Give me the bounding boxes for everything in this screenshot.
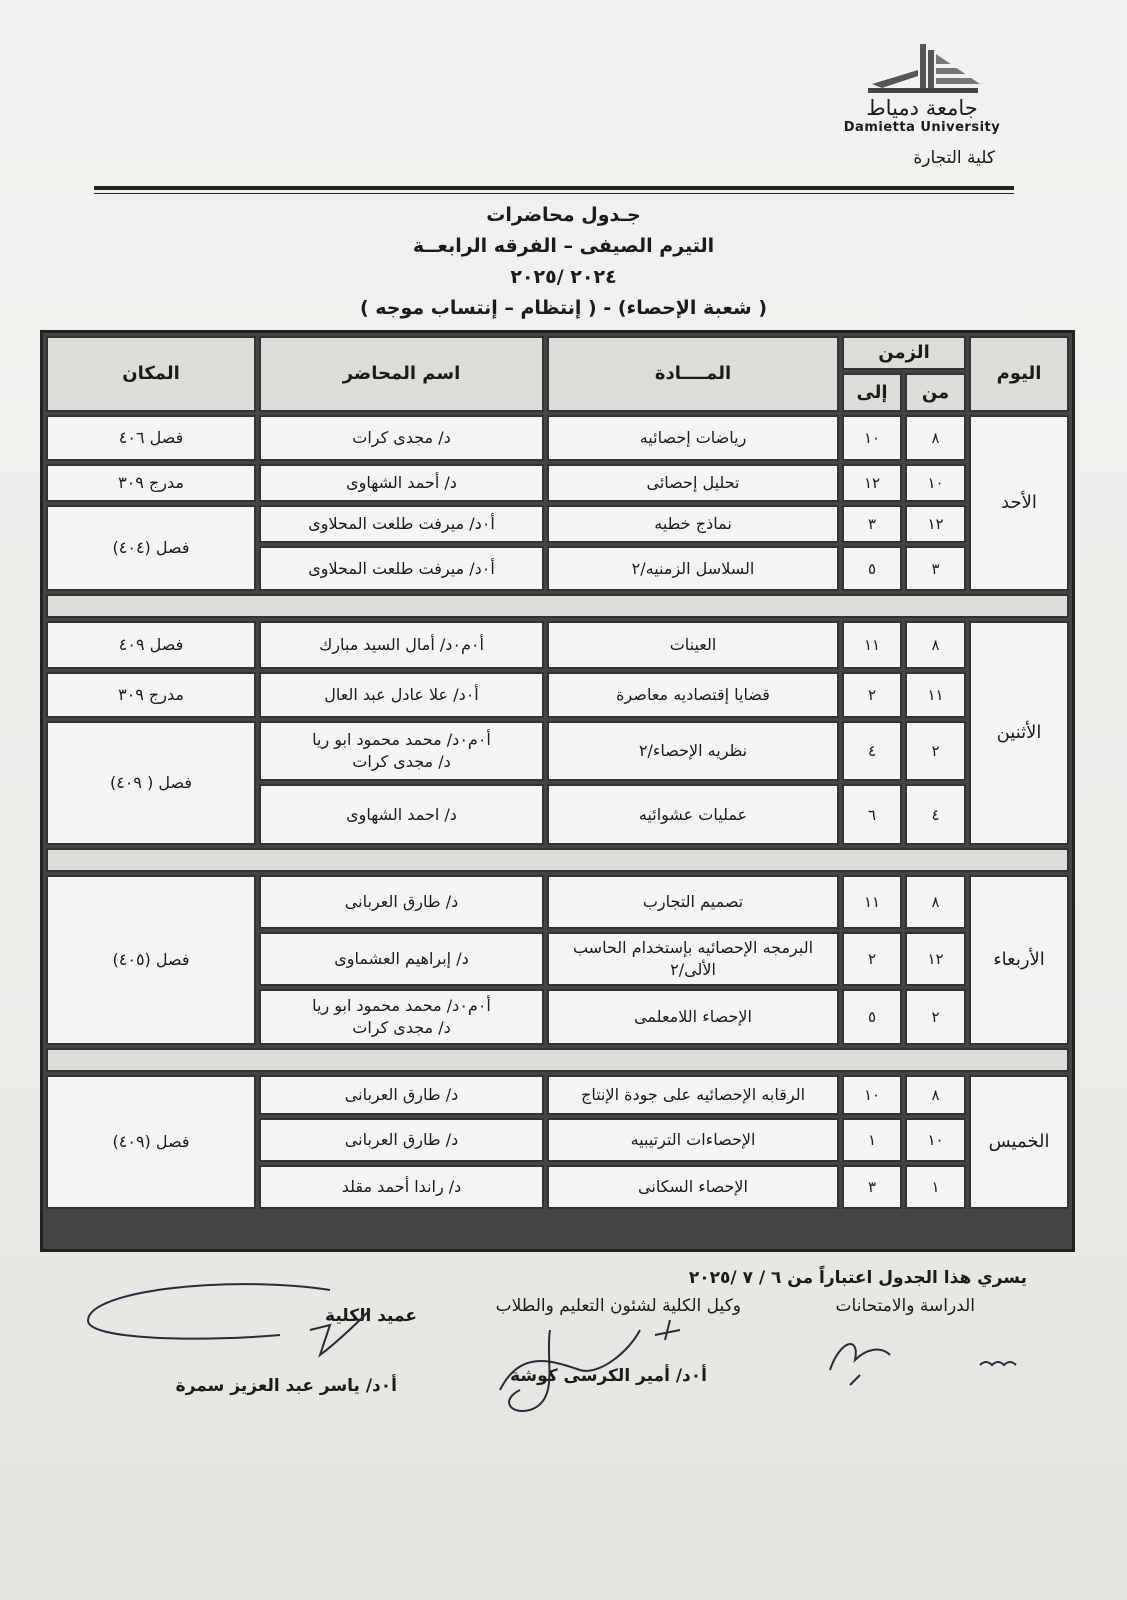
- time-to: ١٠: [842, 1075, 902, 1115]
- time-to: ٢: [842, 672, 902, 718]
- signature-studies: [820, 1320, 1040, 1390]
- subject-cell: الإحصاءات الترتيبيه: [547, 1118, 839, 1162]
- place-cell: مدرج ٣٠٩: [46, 464, 256, 502]
- lecturer-cell: د/ راندا أحمد مقلد: [259, 1165, 544, 1209]
- title-line-4: ( شعبة الإحصاء) - ( إنتظام – إنتساب موجه ): [359, 297, 768, 319]
- subject-cell: قضايا إقتصاديه معاصرة: [547, 672, 839, 718]
- lecturer-cell: د/ أحمد الشهاوى: [259, 464, 544, 502]
- subject-cell: العينات: [547, 621, 839, 669]
- time-from: ١٢: [905, 505, 966, 543]
- dean-name: أ٠د/ ياسر عبد العزيز سمرة: [175, 1376, 397, 1396]
- subject-line: الألى/٢: [670, 960, 716, 979]
- spacer-row: [46, 848, 1069, 872]
- lecturer-line: د/ مجدى كرات: [352, 1018, 451, 1037]
- university-emblem-icon: [862, 40, 982, 98]
- lecturer-cell: د/ إبراهيم العشماوى: [259, 932, 544, 986]
- subject-cell: نماذج خطيه: [547, 505, 839, 543]
- time-to: ٦: [842, 784, 902, 845]
- time-from: ٤: [905, 784, 966, 845]
- day-cell: الأربعاء: [969, 875, 1069, 1045]
- header-subject: المــــادة: [547, 336, 839, 412]
- lecturer-cell: د/ احمد الشهاوى: [259, 784, 544, 845]
- time-from: ١٠: [905, 464, 966, 502]
- place-cell: فصل ( ٤٠٩): [46, 721, 256, 845]
- subject-cell: رياضات إحصائيه: [547, 415, 839, 461]
- university-name-en: Damietta University: [843, 120, 1001, 135]
- header-lecturer: اسم المحاضر: [259, 336, 544, 412]
- signature-vice-dean: [490, 1310, 690, 1420]
- university-name-ar: جامعة دمياط: [866, 96, 978, 120]
- effective-date: يسري هذا الجدول اعتباراً من ٦ / ٧ /٢٠٢٥: [688, 1268, 1027, 1288]
- time-to: ٣: [842, 505, 902, 543]
- dean-label: عميد الكلية: [325, 1306, 417, 1326]
- subject-line: البرمجه الإحصائيه بإستخدام الحاسب: [572, 938, 814, 957]
- day-cell: الأحد: [969, 415, 1069, 591]
- subject-cell: [547, 932, 839, 986]
- lecturer-cell: أ٠د/ ميرفت طلعت المحلاوى: [259, 546, 544, 591]
- time-from: ١٠: [905, 1118, 966, 1162]
- time-to: ١٢: [842, 464, 902, 502]
- place-cell: مدرج ٣٠٩: [46, 672, 256, 718]
- title-line-1: جـدول محاضرات: [486, 204, 641, 226]
- lecturer-cell: أ٠د/ علا عادل عبد العال: [259, 672, 544, 718]
- lecturer-cell: [259, 721, 544, 781]
- time-from: ٨: [905, 621, 966, 669]
- header-divider: [94, 186, 1014, 190]
- time-from: ٢: [905, 721, 966, 781]
- lecturer-line: أ٠م٠د/ محمد محمود ابو ريا: [312, 730, 491, 749]
- time-to: ١: [842, 1118, 902, 1162]
- schedule-table: [40, 330, 1075, 1252]
- lecturer-cell: د/ طارق العربانى: [259, 1118, 544, 1162]
- time-from: ١٢: [905, 932, 966, 986]
- faculty-name: كلية التجارة: [913, 148, 995, 168]
- spacer-row: [46, 594, 1069, 618]
- subject-cell: الإحصاء اللامعلمى: [547, 989, 839, 1045]
- place-cell: فصل (٤٠٤): [46, 505, 256, 591]
- title-line-2: التيرم الصيفى – الفرقه الرابعــة: [412, 235, 715, 257]
- day-cell: الخميس: [969, 1075, 1069, 1209]
- subject-cell: نظريه الإحصاء/٢: [547, 721, 839, 781]
- place-cell: فصل (٤٠٥): [46, 875, 256, 1045]
- header-day: اليوم: [969, 336, 1069, 412]
- time-to: ١١: [842, 621, 902, 669]
- time-to: ٥: [842, 546, 902, 591]
- time-from: ٢: [905, 989, 966, 1045]
- time-to: ١١: [842, 875, 902, 929]
- time-to: ٢: [842, 932, 902, 986]
- time-from: ١١: [905, 672, 966, 718]
- title-line-3: ٢٠٢٤ /٢٠٢٥: [510, 266, 617, 288]
- time-to: ٣: [842, 1165, 902, 1209]
- time-to: ٤: [842, 721, 902, 781]
- signature-dean: [80, 1280, 410, 1390]
- studies-label: الدراسة والامتحانات: [835, 1296, 975, 1316]
- header-to: إلى: [842, 373, 902, 412]
- subject-cell: الرقابه الإحصائيه على جودة الإنتاج: [547, 1075, 839, 1115]
- lecturer-cell: أ٠م٠د/ أمال السيد مبارك: [259, 621, 544, 669]
- vice-dean-label: وكيل الكلية لشئون التعليم والطلاب: [495, 1296, 741, 1316]
- spacer-row: [46, 1048, 1069, 1072]
- lecturer-cell: د/ طارق العربانى: [259, 1075, 544, 1115]
- time-from: ٨: [905, 415, 966, 461]
- day-cell: الأثنين: [969, 621, 1069, 845]
- header-from: من: [905, 373, 966, 412]
- lecturer-cell: أ٠د/ ميرفت طلعت المحلاوى: [259, 505, 544, 543]
- subject-cell: الإحصاء السكانى: [547, 1165, 839, 1209]
- header-place: المكان: [46, 336, 256, 412]
- time-from: ٣: [905, 546, 966, 591]
- place-cell: فصل (٤٠٩): [46, 1075, 256, 1209]
- lecturer-cell: د/ مجدى كرات: [259, 415, 544, 461]
- subject-cell: تصميم التجارب: [547, 875, 839, 929]
- subject-cell: تحليل إحصائى: [547, 464, 839, 502]
- lecturer-line: د/ مجدى كرات: [352, 752, 451, 771]
- place-cell: فصل ٤٠٩: [46, 621, 256, 669]
- time-from: ١: [905, 1165, 966, 1209]
- header-divider-thin: [94, 193, 1014, 194]
- schedule-titles: [0, 200, 1127, 324]
- lecturer-cell: [259, 989, 544, 1045]
- vice-dean-name: أ٠د/ أمير الكرسى كوشة: [510, 1366, 707, 1386]
- place-cell: فصل ٤٠٦: [46, 415, 256, 461]
- header-time: الزمن: [842, 336, 966, 370]
- time-to: ٥: [842, 989, 902, 1045]
- time-to: ١٠: [842, 415, 902, 461]
- subject-cell: عمليات عشوائيه: [547, 784, 839, 845]
- lecturer-line: أ٠م٠د/ محمد محمود ابو ريا: [312, 996, 491, 1015]
- lecturer-cell: د/ طارق العربانى: [259, 875, 544, 929]
- time-from: ٨: [905, 1075, 966, 1115]
- subject-cell: السلاسل الزمنيه/٢: [547, 546, 839, 591]
- time-from: ٨: [905, 875, 966, 929]
- university-logo: [837, 40, 1007, 135]
